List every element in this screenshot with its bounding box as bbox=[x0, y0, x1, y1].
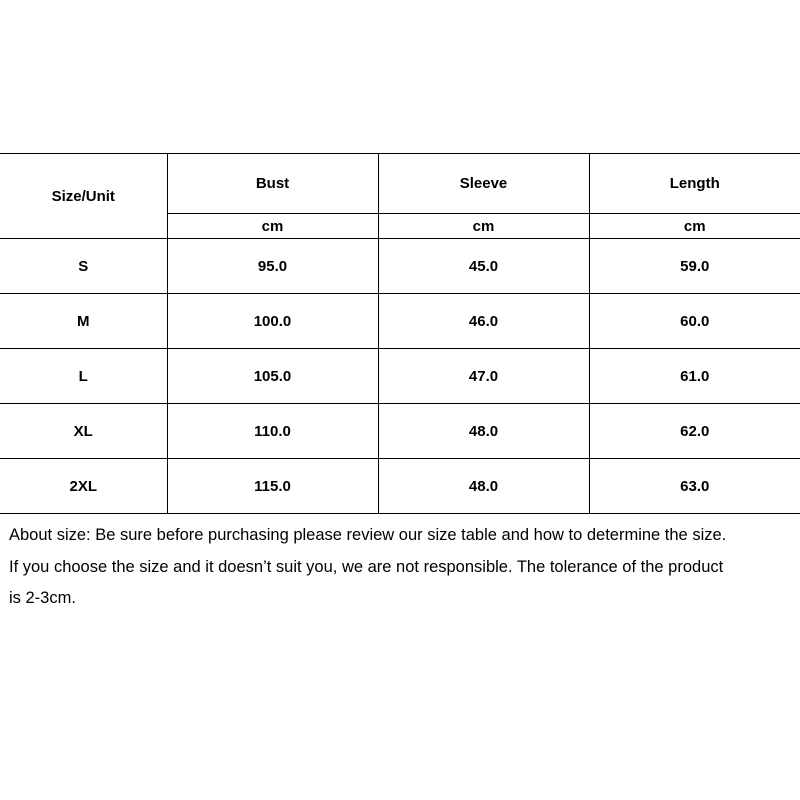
length-cell: 61.0 bbox=[589, 349, 800, 404]
note-line: is 2-3cm. bbox=[9, 589, 76, 607]
size-cell: 2XL bbox=[0, 459, 167, 514]
bust-unit: cm bbox=[167, 214, 378, 239]
bust-cell: 95.0 bbox=[167, 239, 378, 294]
sleeve-cell: 45.0 bbox=[378, 239, 589, 294]
table-row bbox=[0, 349, 800, 404]
note-line: About size: Be sure before purchasing please review our size table and how to determine the size. bbox=[9, 526, 727, 544]
sleeve-cell: 48.0 bbox=[378, 404, 589, 459]
length-cell: 60.0 bbox=[589, 294, 800, 349]
length-cell: 62.0 bbox=[589, 404, 800, 459]
table-row bbox=[0, 404, 800, 459]
note-line: If you choose the size and it doesn’t suit you, we are not responsible. The tolerance of the product bbox=[9, 557, 724, 576]
sleeve-header: Sleeve bbox=[378, 154, 589, 214]
size-cell: L bbox=[0, 349, 167, 404]
sleeve-cell: 47.0 bbox=[378, 349, 589, 404]
table-row bbox=[0, 239, 800, 294]
size-unit-header: Size/Unit bbox=[0, 154, 167, 239]
table-row bbox=[0, 294, 800, 349]
bust-cell: 105.0 bbox=[167, 349, 378, 404]
bust-header: Bust bbox=[167, 154, 378, 214]
header-row bbox=[0, 154, 800, 214]
size-cell: S bbox=[0, 239, 167, 294]
sleeve-unit: cm bbox=[378, 214, 589, 239]
length-cell: 59.0 bbox=[589, 239, 800, 294]
bust-cell: 115.0 bbox=[167, 459, 378, 514]
bust-cell: 100.0 bbox=[167, 294, 378, 349]
sleeve-cell: 46.0 bbox=[378, 294, 589, 349]
sleeve-cell: 48.0 bbox=[378, 459, 589, 514]
size-note bbox=[9, 520, 795, 615]
length-unit: cm bbox=[589, 214, 800, 239]
size-cell: M bbox=[0, 294, 167, 349]
table-row bbox=[0, 459, 800, 514]
size-table bbox=[0, 153, 800, 514]
bust-cell: 110.0 bbox=[167, 404, 378, 459]
size-cell: XL bbox=[0, 404, 167, 459]
length-header: Length bbox=[589, 154, 800, 214]
length-cell: 63.0 bbox=[589, 459, 800, 514]
